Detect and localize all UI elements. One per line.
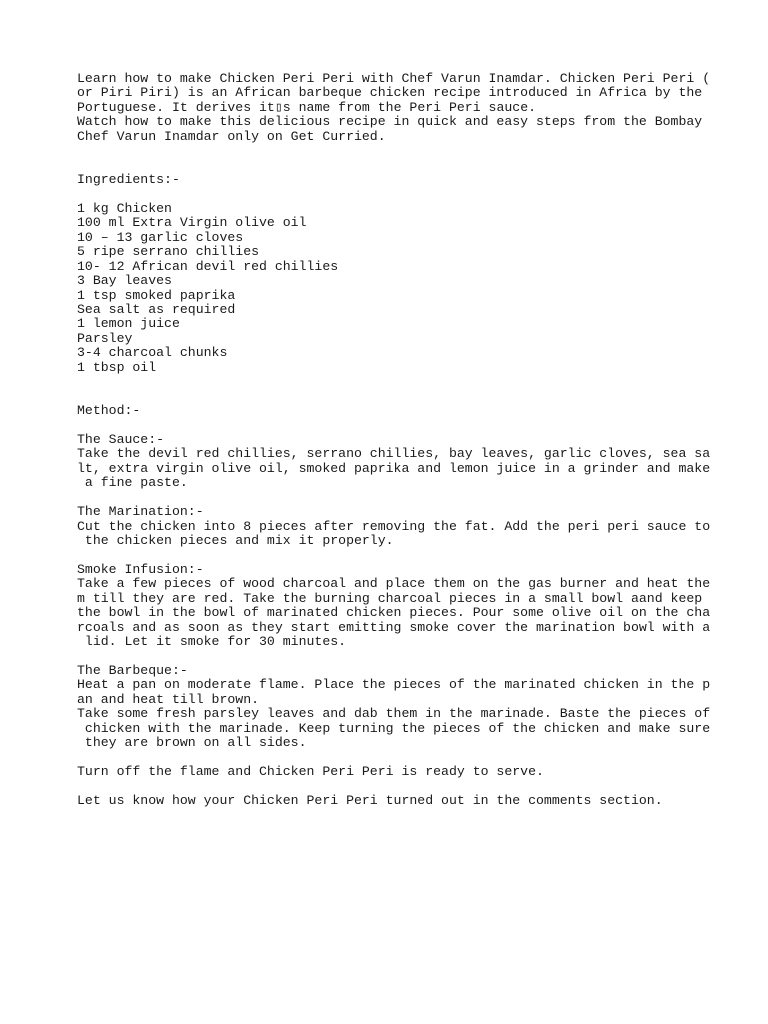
step-line: Heat a pan on moderate flame. Place the pieces of the marinated chicken in the p	[77, 677, 711, 693]
step-line: a fine paste.	[77, 475, 188, 491]
intro-line: Watch how to make this delicious recipe in quick and easy steps from the Bombay	[77, 114, 703, 130]
step-title: The Marination:-	[77, 504, 204, 520]
method-heading: Method:-	[77, 403, 141, 419]
step-line: an and heat till brown.	[77, 691, 260, 707]
ingredient-item: 5 ripe serrano chillies	[77, 244, 260, 260]
step-line: they are brown on all sides.	[77, 735, 307, 751]
intro-line: or Piri Piri) is an African barbeque chicken recipe introduced in Africa by the	[77, 85, 703, 101]
step-line: Take some fresh parsley leaves and dab them in the marinade. Baste the pieces of	[77, 706, 711, 722]
method-step-barbeque	[77, 664, 757, 751]
serve-note: Turn off the flame and Chicken Peri Peri is ready to serve.	[77, 764, 544, 779]
step-title: Smoke Infusion:-	[77, 561, 204, 577]
intro-paragraph	[77, 72, 757, 144]
recipe-document	[77, 72, 757, 808]
step-line: lt, extra virgin olive oil, smoked paprika and lemon juice in a grinder and make	[77, 460, 711, 476]
ingredient-item: 1 lemon juice	[77, 316, 180, 332]
step-line: the chicken pieces and mix it properly.	[77, 533, 394, 548]
ingredients-section	[77, 173, 757, 375]
step-line: chicken with the marinade. Keep turning the pieces of the chicken and make sure	[77, 720, 711, 736]
step-title: The Sauce:-	[77, 431, 165, 447]
method-step-sauce	[77, 433, 757, 491]
ingredient-item: 100 ml Extra Virgin olive oil	[77, 215, 307, 231]
step-title: The Barbeque:-	[77, 662, 188, 678]
ingredients-heading: Ingredients:-	[77, 172, 180, 188]
ingredient-item: 10- 12 African devil red chillies	[77, 258, 339, 274]
step-line: lid. Let it smoke for 30 minutes.	[77, 634, 347, 650]
ingredient-item: Parsley	[77, 330, 133, 346]
ingredient-item: 1 kg Chicken	[77, 200, 172, 216]
method-step-marination	[77, 505, 757, 548]
ingredients-list	[77, 202, 757, 375]
method-step-smoke-infusion	[77, 563, 757, 650]
step-line: Take a few pieces of wood charcoal and place them on the gas burner and heat the	[77, 576, 711, 592]
step-line: the bowl in the bowl of marinated chicken pieces. Pour some olive oil on the cha	[77, 605, 711, 621]
ingredient-item: 1 tsp smoked paprika	[77, 287, 236, 303]
ingredient-item: Sea salt as required	[77, 302, 236, 317]
comments-note: Let us know how your Chicken Peri Peri turned out in the comments section.	[77, 792, 663, 808]
intro-line: Chef Varun Inamdar only on Get Curried.	[77, 128, 386, 144]
step-line: m till they are red. Take the burning charcoal pieces in a small bowl aand keep	[77, 590, 703, 606]
ingredient-item: 3-4 charcoal chunks	[77, 345, 228, 361]
intro-line: Portuguese. It derives it▯s name from the Peri Peri sauce.	[77, 99, 537, 115]
ingredient-item: 10 – 13 garlic cloves	[77, 229, 244, 245]
step-line: Take the devil red chillies, serrano chillies, bay leaves, garlic cloves, sea sa	[77, 446, 711, 462]
step-line: Cut the chicken into 8 pieces after removing the fat. Add the peri peri sauce to	[77, 518, 711, 534]
ingredient-item: 1 tbsp oil	[77, 359, 157, 375]
step-line: rcoals and as soon as they start emitting smoke cover the marination bowl with a	[77, 619, 711, 635]
ingredient-item: 3 Bay leaves	[77, 273, 172, 289]
intro-line: Learn how to make Chicken Peri Peri with Chef Varun Inamdar. Chicken Peri Peri (	[77, 71, 711, 86]
method-section	[77, 404, 757, 751]
